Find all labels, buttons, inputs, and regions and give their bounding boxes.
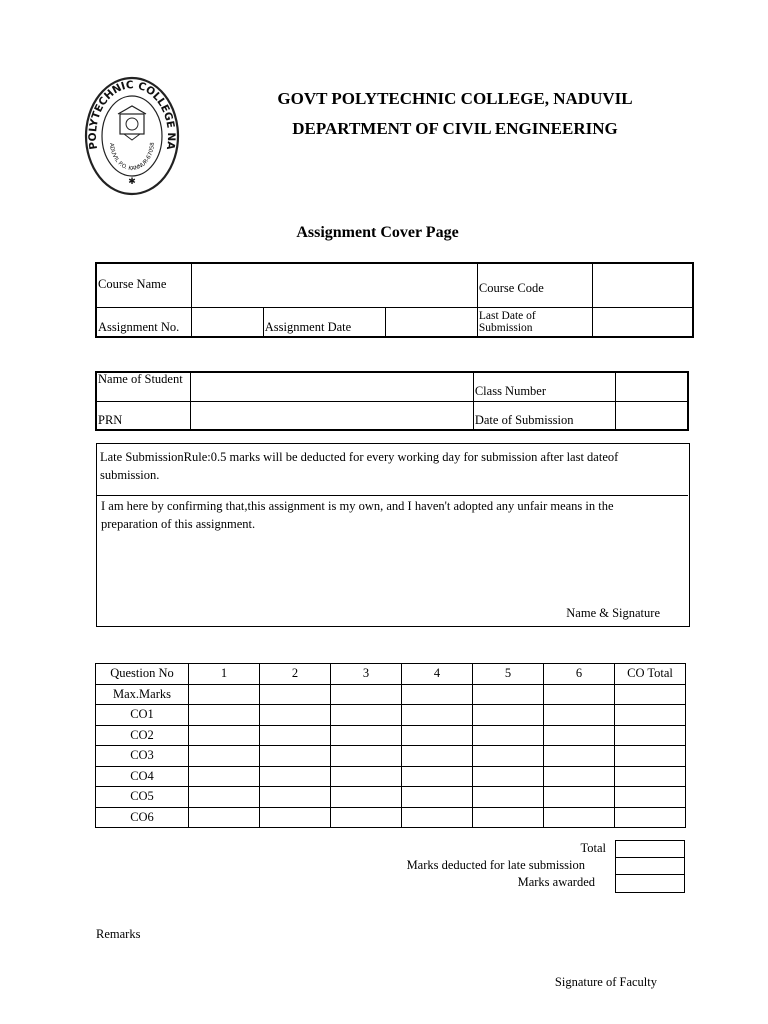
marks-table (95, 663, 686, 828)
marks-cell[interactable] (402, 684, 473, 705)
marks-row-label: CO2 (96, 725, 189, 746)
question-header: 6 (544, 664, 615, 685)
marks-cell[interactable] (544, 766, 615, 787)
late-deduction-field[interactable] (615, 857, 685, 875)
marks-cell[interactable] (473, 807, 544, 828)
marks-cell[interactable] (402, 725, 473, 746)
course-code-label: Course Code (477, 263, 592, 307)
marks-cell[interactable] (331, 807, 402, 828)
marks-cell[interactable] (402, 746, 473, 767)
co-total-cell[interactable] (615, 807, 686, 828)
late-submission-rule: Late SubmissionRule:0.5 marks will be deducted for every working day for submission after last dateof submission. (100, 450, 619, 482)
marks-row (96, 766, 686, 787)
marks-cell[interactable] (260, 684, 331, 705)
marks-cell[interactable] (331, 746, 402, 767)
co-total-header: CO Total (615, 664, 686, 685)
marks-cell[interactable] (544, 705, 615, 726)
question-header: 1 (189, 664, 260, 685)
course-name-field[interactable] (191, 263, 477, 307)
assignment-no-field[interactable] (191, 307, 263, 337)
student-info-table (95, 371, 689, 431)
marks-cell[interactable] (331, 684, 402, 705)
marks-cell[interactable] (473, 725, 544, 746)
declaration-divider (97, 495, 688, 496)
marks-cell[interactable] (544, 746, 615, 767)
marks-row (96, 746, 686, 767)
marks-cell[interactable] (331, 787, 402, 808)
marks-row (96, 684, 686, 705)
total-label: Total (580, 841, 606, 855)
marks-cell[interactable] (473, 705, 544, 726)
question-header: 4 (402, 664, 473, 685)
marks-row-label: CO5 (96, 787, 189, 808)
marks-cell[interactable] (331, 725, 402, 746)
assignment-date-label: Assignment Date (263, 307, 385, 337)
remarks-label: Remarks (96, 927, 141, 941)
last-date-field[interactable] (593, 307, 693, 337)
date-of-submission-field[interactable] (615, 401, 688, 430)
college-name: GOVT POLYTECHNIC COLLEGE, NADUVIL (277, 89, 633, 108)
marks-cell[interactable] (189, 746, 260, 767)
question-header: 2 (260, 664, 331, 685)
marks-cell[interactable] (189, 766, 260, 787)
marks-cell[interactable] (402, 705, 473, 726)
marks-cell[interactable] (260, 705, 331, 726)
faculty-signature-label: Signature of Faculty (554, 975, 657, 989)
marks-cell[interactable] (402, 766, 473, 787)
marks-cell[interactable] (260, 787, 331, 808)
date-of-submission-label: Date of Submission (473, 401, 615, 430)
class-number-label: Class Number (473, 372, 615, 401)
name-signature-label: Name & Signature (566, 606, 660, 620)
marks-awarded-field[interactable] (615, 874, 685, 893)
department-name: DEPARTMENT OF CIVIL ENGINEERING (292, 119, 618, 138)
marks-row-label: CO1 (96, 705, 189, 726)
marks-cell[interactable] (544, 725, 615, 746)
marks-row-label: CO4 (96, 766, 189, 787)
co-total-cell[interactable] (615, 787, 686, 808)
marks-cell[interactable] (189, 684, 260, 705)
marks-cell[interactable] (473, 684, 544, 705)
marks-cell[interactable] (544, 684, 615, 705)
marks-cell[interactable] (473, 746, 544, 767)
marks-cell[interactable] (473, 787, 544, 808)
co-total-cell[interactable] (615, 684, 686, 705)
marks-cell[interactable] (331, 766, 402, 787)
co-total-cell[interactable] (615, 725, 686, 746)
class-number-field[interactable] (615, 372, 688, 401)
marks-cell[interactable] (473, 766, 544, 787)
marks-cell[interactable] (331, 705, 402, 726)
question-no-label: Question No (96, 664, 189, 685)
marks-row (96, 705, 686, 726)
marks-cell[interactable] (189, 725, 260, 746)
marks-awarded-label: Marks awarded (517, 875, 595, 889)
late-deduction-label: Marks deducted for late submission (406, 858, 585, 872)
question-header: 3 (331, 664, 402, 685)
seal-text: POLYTECHNIC COLLEGE NA (86, 79, 178, 151)
marks-row (96, 807, 686, 828)
last-date-label: Last Date of Submission (477, 307, 592, 337)
svg-text:✱: ✱ (128, 177, 136, 187)
assignment-no-label: Assignment No. (96, 307, 191, 337)
student-name-label: Name of Student (96, 372, 191, 401)
college-seal (82, 74, 182, 198)
marks-cell[interactable] (260, 766, 331, 787)
seal-inner-text: ADUVIL P.O. KANNUR-67058 (107, 142, 157, 173)
marks-cell[interactable] (544, 787, 615, 808)
course-info-table (95, 262, 694, 338)
marks-cell[interactable] (260, 746, 331, 767)
marks-cell[interactable] (189, 787, 260, 808)
marks-row-label: CO6 (96, 807, 189, 828)
marks-cell[interactable] (402, 787, 473, 808)
marks-row-label: CO3 (96, 746, 189, 767)
marks-cell[interactable] (260, 725, 331, 746)
marks-row-label: Max.Marks (96, 684, 189, 705)
co-total-cell[interactable] (615, 705, 686, 726)
student-name-field[interactable] (191, 372, 474, 401)
prn-field[interactable] (191, 401, 474, 430)
co-total-cell[interactable] (615, 766, 686, 787)
marks-row (96, 787, 686, 808)
marks-row (96, 725, 686, 746)
question-header: 5 (473, 664, 544, 685)
marks-cell[interactable] (189, 705, 260, 726)
prn-label: PRN (96, 401, 191, 430)
course-code-field[interactable] (593, 263, 693, 307)
marks-cell[interactable] (544, 807, 615, 828)
co-total-cell[interactable] (615, 746, 686, 767)
confirmation-statement: I am here by confirming that,this assignment is my own, and I haven't adopted any unfair means in the preparation of this assignment. (101, 499, 614, 531)
assignment-date-field[interactable] (385, 307, 477, 337)
marks-cell[interactable] (260, 807, 331, 828)
marks-cell[interactable] (402, 807, 473, 828)
course-name-label: Course Name (96, 263, 191, 307)
total-field[interactable] (615, 840, 685, 858)
page-title: Assignment Cover Page (296, 224, 459, 241)
marks-header-row (96, 664, 686, 685)
marks-cell[interactable] (189, 807, 260, 828)
